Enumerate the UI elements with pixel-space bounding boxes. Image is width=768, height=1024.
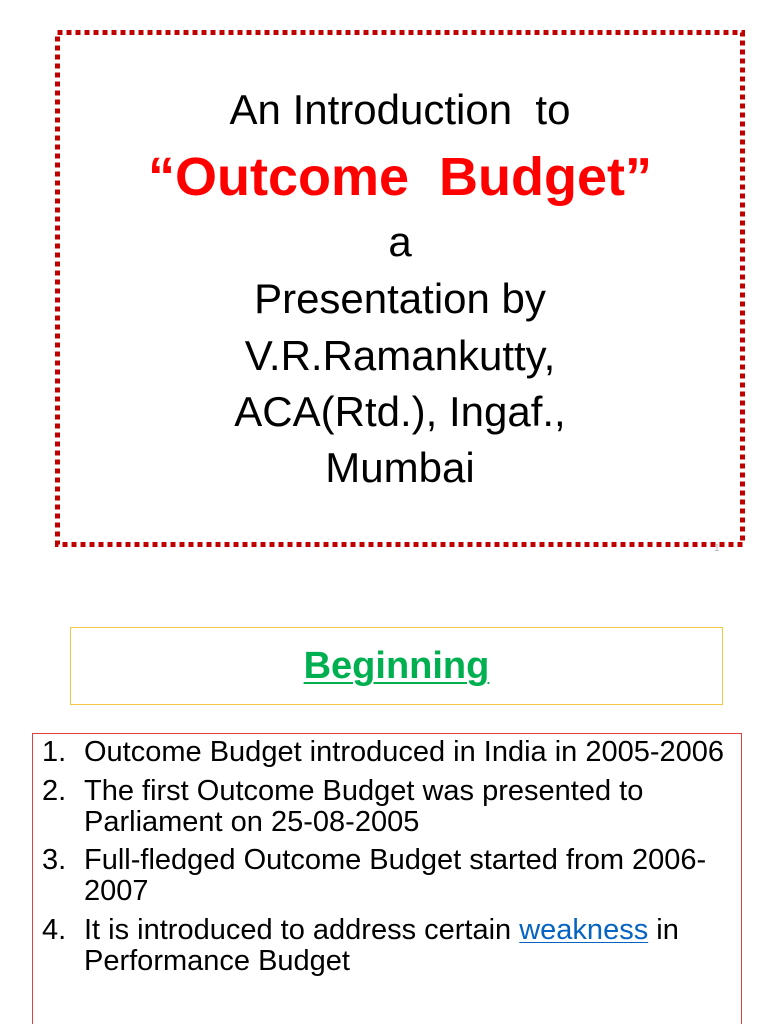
list-item-number: 2. xyxy=(42,775,67,807)
author-name: V.R.Ramankutty, xyxy=(244,332,556,379)
list-item-line: Performance Budget xyxy=(84,945,350,977)
list-item-number: 1. xyxy=(42,736,67,768)
author-designation: ACA(Rtd.), Ingaf., xyxy=(234,388,566,435)
author-city: Mumbai xyxy=(325,444,475,491)
numbered-list xyxy=(32,733,742,1024)
slide-heading: Beginning xyxy=(303,645,490,687)
list-item-line: Full-fledged Outcome Budget started from 2006- xyxy=(84,844,707,876)
beginning-slide xyxy=(0,575,768,1024)
list-item-text xyxy=(84,845,706,907)
list-item-line: Outcome Budget introduced in India in 2005-2006 xyxy=(84,736,725,768)
list-item-text xyxy=(84,776,643,838)
list-item-text-before-link: It is introduced to address certain xyxy=(84,914,512,946)
list-item-line: The first Outcome Budget was presented to xyxy=(84,775,644,807)
heading-box xyxy=(70,627,723,705)
presentation-title: “Outcome Budget” xyxy=(147,147,652,207)
list-item-text xyxy=(84,915,679,977)
intro-line: An Introduction to xyxy=(229,86,571,133)
presentation-by-line: Presentation by xyxy=(254,275,546,322)
weakness-link[interactable]: weakness xyxy=(519,914,649,946)
list-item-text xyxy=(84,737,724,768)
list-item-text-after-link: in xyxy=(656,914,679,946)
list-item-number: 4. xyxy=(42,914,67,946)
list-item-line xyxy=(84,915,679,946)
article-line: a xyxy=(388,218,412,265)
list-item-line: 2007 xyxy=(84,875,149,907)
slide-number: 1 xyxy=(714,543,720,554)
list-item-number: 3. xyxy=(42,844,67,876)
list-item-line: Parliament on 25-08-2005 xyxy=(84,806,420,838)
